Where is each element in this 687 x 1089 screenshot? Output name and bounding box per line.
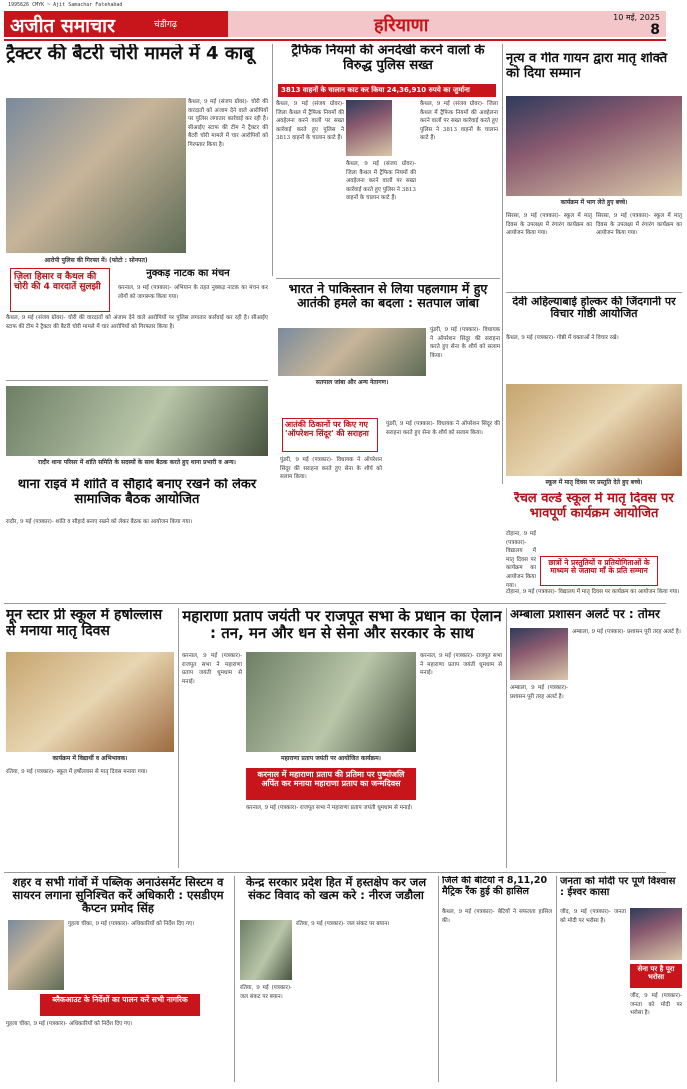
caption-pratap: महाराणा प्रताप जयंती पर आयोजित कार्यक्रम। [281,755,381,762]
row-divider [4,872,666,873]
divider [6,380,268,381]
column-rule [438,876,439,1082]
body-thana: रादौर, 9 मई (पत्रकार)- शांति व सौहार्द बनाए रखने को लेकर बैठक का आयोजन किया गया। [6,519,193,525]
box-terror [282,418,378,452]
headline-rally: रैंचल वर्ल्ड स्कूल में मातृ दिवस पर भावपूर्ण कार्यक्रम आयोजित [514,492,674,521]
body-tractor-2: कैथल, 9 मई (संजय ग्रोवर)- चोरी की वारदातों को अंजाम देने वाले आरोपियों पर पुलिस लगातार कार्रवाई कर रही है। सीआईए स्टाफ की टीम ने ट्रैक्टर की बैटरी चोरी मामले में चार आरोपियों को गिरफ्तार किया है। [6,315,268,330]
body-traffic-2: कैथल, 9 मई (संजय ग्रोवर)- जिला कैथल में ट्रैफिक नियमों की अवहेलना करने वालों पर सख्त कार्रवाई करते हुए पुलिस ने 3813 वाहनों के चालान काटे हैं। [346,161,416,202]
issue-date: 10 मई, 2025 [613,13,660,22]
body-pratap-3: करनाल, 9 मई (पत्रकार)- राजपूत सभा ने महाराणा प्रताप जयंती धूमधाम से मनाई। [420,653,502,677]
photo-centre [240,920,292,980]
body-centre-1: रतिया, 9 मई (पत्रकार)- जल संकट पर बयान। [296,921,390,927]
body-centre-2: रतिया, 9 मई (पत्रकार)- जल संकट पर बयान। [240,985,292,1000]
caption-thana: रादौर थाना परिसर में शांति समिति के सदस्यों के साथ बैठक करते हुए थाना प्रभारी व अन्य। [38,459,236,466]
masthead [4,11,228,37]
headline-city: शहर व सभी गांवों में पब्लिक अनाउंसमेंट सिस्टम व सायरन लगाना सुनिश्चित करें अधिकारी : एसडीएम कैप्टन प्रमोद सिंह [12,876,224,915]
column-rule [556,876,557,1082]
box-tractor [10,268,110,312]
body-janta-2: जींद, 9 मई (पत्रकार)- जनता को मोदी पर भरोसा है। [630,993,682,1017]
caption-terror: सतपाल जांबा और अन्य नेतागण। [315,379,389,386]
headline-ambala: अम्बाला प्रशासन अलर्ट पर : तोमर [510,608,660,621]
headline-district: जिले की बेटियों ने 8,11,20 मैट्रिक रैंक हुई की हासिल [442,876,548,897]
headline-centre: केन्द्र सरकार प्रदेश हित में हस्तक्षेप कर जल संकट विवाद को खत्म करे : नीरज जडौला [245,876,427,902]
headline-tractor: ट्रैक्टर की बैटरी चोरी मामले में 4 काबू [6,44,254,64]
box-terror-text: आतंकी ठिकानों पर किए गए 'ऑपरेशन सिंदूर' की सराहना [285,420,369,438]
column-rule [272,44,273,276]
banner-traffic: 3813 वाहनों के चालान काट कर किया 24,36,910 रुपये का जुर्माना [278,84,496,97]
box-janta-text: सेना पर है पूरा भरोसा [637,965,675,981]
body-terror-1: पुंडरी, 9 मई (पत्रकार)- विधायक ने ऑपरेशन सिंदूर की सराहना करते हुए सेना के शौर्य को सलाम किया। [430,327,500,359]
masthead-rule [4,39,666,41]
body-moonstar: रतिया, 9 मई (पत्रकार)- स्कूल में हर्षोल्लास से मातृ दिवस मनाया गया। [6,769,148,775]
box-city [40,994,200,1016]
body-terror-2: पुंडरी, 9 मई (पत्रकार)- विधायक ने ऑपरेशन सिंदूर की सराहना करते हुए सेना के शौर्य को सलाम किया। [280,457,382,481]
body-terror-3: पुंडरी, 9 मई (पत्रकार)- विधायक ने ऑपरेशन सिंदूर की सराहना करते हुए सेना के शौर्य को सलाम किया। [386,421,500,436]
headline-pratap: महाराणा प्रताप जयंती पर राजपूत सभा के प्रधान का ऐलान : तन, मन और धन से सेना और सरकार के साथ [182,608,502,642]
photo-terror [278,328,426,376]
headline-dance: नृत्य व गीत गायन द्वारा मातृ शक्ति को दिया सम्मान [506,52,668,81]
column-rule [234,876,235,1082]
headline-terror: भारत ने पाकिस्तान से लिया पहलगाम में हुए आतंकी हमले का बदला : सतपाल जांबा [288,282,488,310]
column-rule [506,608,507,868]
caption-dance: कार्यक्रम में भाग लेते हुए बच्चे। [560,199,628,206]
photo-dance [506,96,682,196]
photo-officer [346,100,392,156]
photo-ambala [510,628,568,680]
section-title: हरियाणा [374,15,429,36]
body-traffic-3: कैथल, 9 मई (संजय ग्रोवर)- जिला कैथल में ट्रैफिक नियमों की अवहेलना करने वालों पर सख्त कार्रवाई करते हुए पुलिस ने 3813 वाहनों के चालान काटे हैं। [420,101,498,142]
photo-moonstar [6,652,174,752]
row-divider [4,603,666,604]
body-traffic-1: कैथल, 9 मई (संजय ग्रोवर)- जिला कैथल में ट्रैफिक नियमों की अवहेलना करने वालों पर सख्त कार्रवाई करते हुए पुलिस ने 3813 वाहनों के चालान काटे हैं। [276,101,344,142]
photo-rally [506,384,682,476]
body-dance-1: सिरसा, 9 मई (पत्रकार)- स्कूल में मातृ दिवस के उपलक्ष्य में रंगारंग कार्यक्रम का आयोजन किया गया। [506,213,592,237]
headline-traffic: ट्रैफिक नियमों की अनदेखी करने वालों के विरुद्ध पुलिस सख्त [291,44,485,73]
body-pratap-2: करनाल, 9 मई (पत्रकार)- राजपूत सभा ने महाराणा प्रताप जयंती धूमधाम से मनाई। [246,805,413,811]
edition-city: चंडीगढ़ [154,20,177,30]
headline-nukkad: नुक्कड़ नाटक का मंचन [146,268,230,279]
box-janta [630,964,682,988]
body-city-2: गुहला चीका, 9 मई (पत्रकार)- अधिकारियों को निर्देश दिए गए। [6,1021,133,1027]
box-pratap-text: करनाल में महाराणा प्रताप की प्रतिमा पर पुष्पांजलि अर्पित कर मनाया महाराणा प्रताप का जन्मदिवस [257,770,405,788]
column-rule [178,608,179,868]
body-nukkad: करनाल, 9 मई (पत्रकार)- अभियान के तहत नुक्कड़ नाटक का मंचन कर लोगों को जागरूक किया गया। [118,285,268,300]
print-line: 1995626 CMYK ~ Ajit Samachar Fatehabad [8,2,123,8]
headline-thana: थाना राइवं में शांति व सौहार्द बनाए रखने को लेकर सामाजिक बैठक आयोजित [17,478,257,507]
page-number: 8 [650,22,660,37]
body-pratap-1: करनाल, 9 मई (पत्रकार)- राजपूत सभा ने महाराणा प्रताप जयंती धूमधाम से मनाई। [182,653,242,685]
column-rule [502,44,503,484]
caption-moonstar: कार्यक्रम में विद्यार्थी व अभिभावक। [52,755,128,762]
body-ambala-2: अम्बाला, 9 मई (पत्रकार)- प्रशासन पूरी तरह अलर्ट है। [510,685,568,700]
newspaper-name: अजीत समाचार [10,15,115,37]
box-tractor-text: ज़िला हिसार व कैथल की चोरी की 4 वारदातें सुलझी [14,272,101,293]
box-city-text: ब्लैकआउट के निर्देशों का पालन करें सभी नागरिक [52,995,188,1004]
caption-rally: स्कूल में मातृ दिवस पर प्रस्तुति देते हुए बच्चे। [545,479,643,486]
photo-thana [6,386,268,456]
photo-city [8,920,64,990]
divider [506,292,682,293]
body-dance-2: सिरसा, 9 मई (पत्रकार)- स्कूल में मातृ दिवस के उपलक्ष्य में रंगारंग कार्यक्रम का आयोजन किया गया। [596,213,682,237]
section-band [228,11,666,37]
box-rally [540,556,658,586]
headline-moonstar: मून स्टार प्री स्कूल में हर्षोल्लास से मनाया मातृ दिवस [6,608,163,639]
body-city-1: गुहला चीका, 9 मई (पत्रकार)- अधिकारियों को निर्देश दिए गए। [68,921,195,927]
body-district: कैथल, 9 मई (पत्रकार)- बेटियों ने सफलता हासिल की। [442,909,552,924]
box-rally-text: छात्रों ने प्रस्तुतियों व प्रतियोगिताओं के माध्यम से जताया माँ के प्रति सम्मान [548,558,650,576]
body-tractor-1: कैथल, 9 मई (संजय ग्रोवर)- चोरी की वारदातों को अंजाम देने वाले आरोपियों पर पुलिस लगातार कार्रवाई कर रही है। सीआईए स्टाफ की टीम ने ट्रैक्टर की बैटरी चोरी मामले में चार आरोपियों को गिरफ्तार किया है। [188,99,268,148]
caption-tractor: आरोपी पुलिस की गिरफ्त में। (फोटो : सोनपत) [44,257,148,264]
body-rally-1: टोहाना, 9 मई (पत्रकार)- विद्यालय में मातृ दिवस पर कार्यक्रम का आयोजन किया गया। [506,531,536,589]
body-janta-1: जींद, 9 मई (पत्रकार)- जनता को मोदी पर भरोसा है। [560,909,626,924]
photo-tractor [6,98,186,253]
divider [276,278,500,279]
body-rally-2: टोहाना, 9 मई (पत्रकार)- विद्यालय में मातृ दिवस पर कार्यक्रम का आयोजन किया गया। [506,589,680,595]
box-pratap [246,768,416,800]
photo-janta [630,908,682,960]
headline-janta: जनता को मोदी पर पूर्ण विश्वास : ईश्वर कासा [560,876,676,899]
body-ambala-1: अम्बाला, 9 मई (पत्रकार)- प्रशासन पूरी तरह अलर्ट है। [572,629,681,635]
body-lakes: कैथल, 9 मई (पत्रकार)- गोष्ठी में वक्ताओं ने विचार रखे। [506,335,619,341]
photo-pratap [246,652,416,752]
headline-lakes: देवी अहिल्याबाई होल्कर की जिंदगानी पर विचार गोष्ठी आयोजित [512,296,676,321]
